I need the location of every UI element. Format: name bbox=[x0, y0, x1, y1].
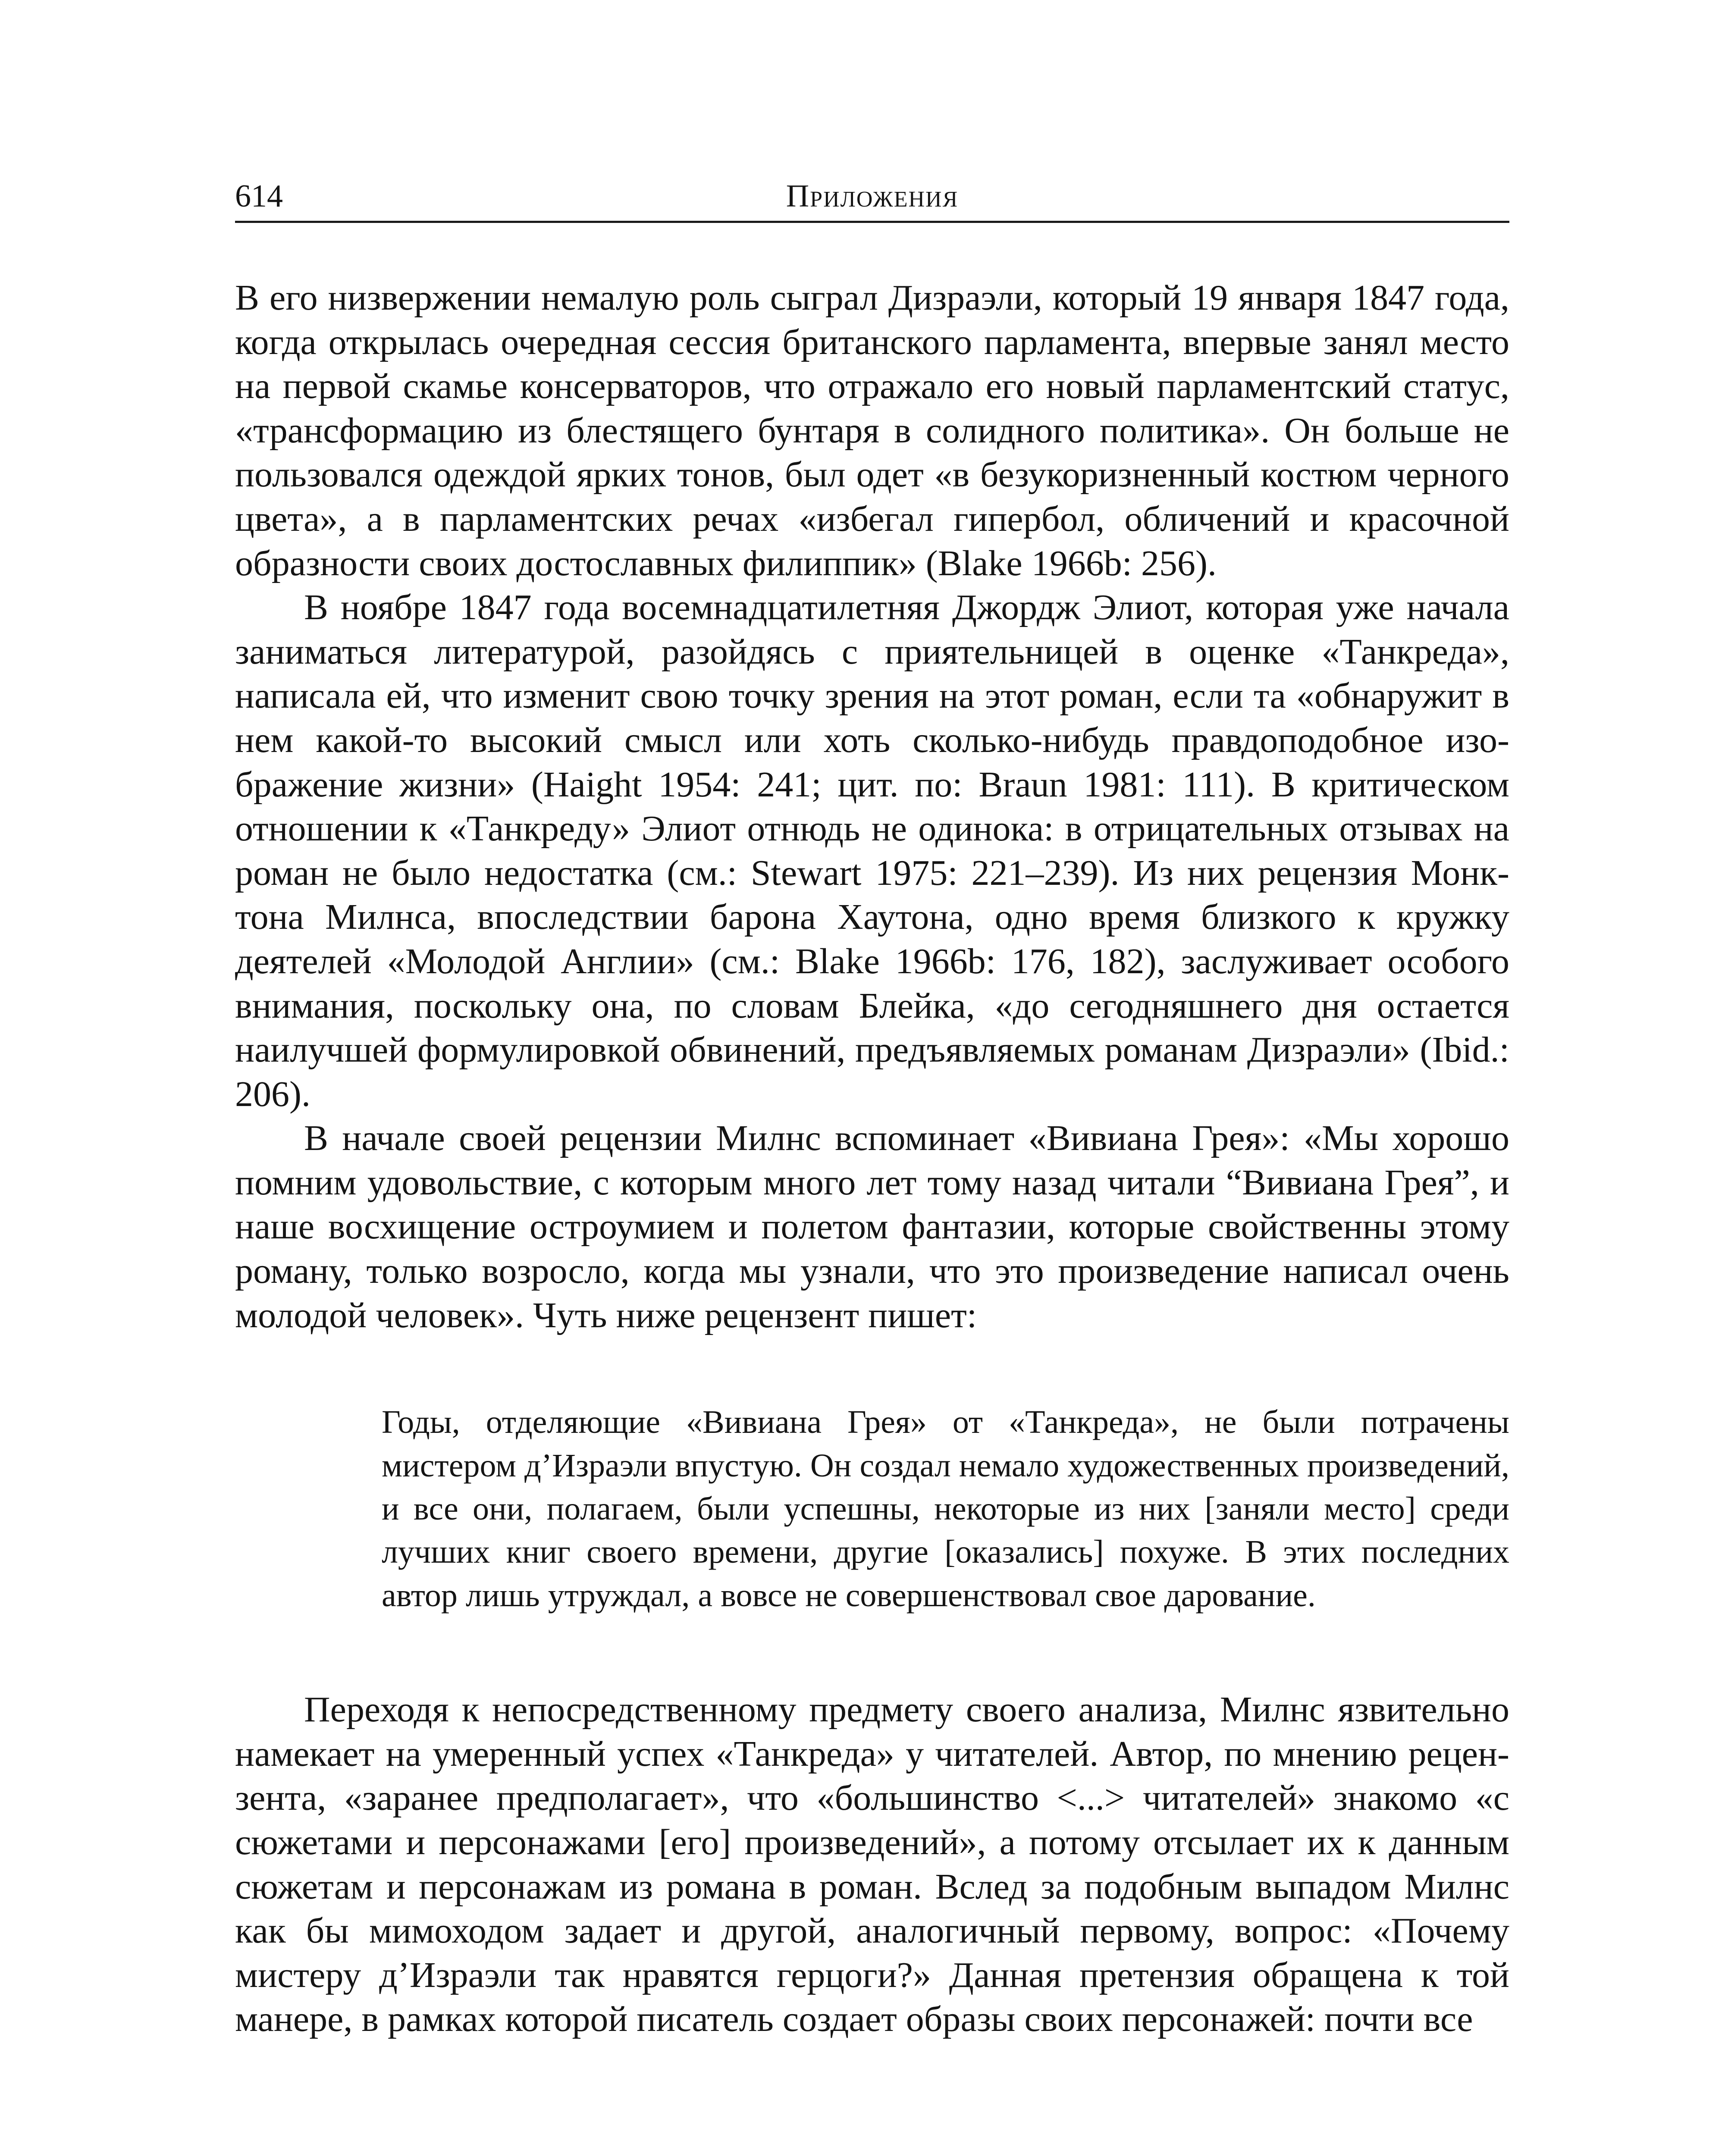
block-quote: Годы, отделяющие «Вивиана Грея» от «Танкреда», не были потрачены мистером д’Израэли впустую. Он создал немало художественных произведений, и все они, полагаем, были успешны, некоторые из них [заняли место] среди лучших книг своего времени, другие [оказались] похуже. В этих последних автор лишь утруждал, а вовсе не совершенствовал свое дарование. bbox=[382, 1404, 1509, 1614]
paragraph-1: В его низвержении немалую роль сыграл Дизраэли, который 19 января 1847 года, когда открылась очередная сессия британского парламента, впервые занял место на первой скамье консерваторов, что отражало его новый парламентский статус, «трансформацию из блестящего бунтаря в солидного политика». Он больше не пользовался одеждой ярких тонов, был одет «в безукоризненный костюм черного цвета», а в парламентских речах «избегал гипербол, обличений и красочной образности своих достославных филиппик» (Blake 1966b: 256). bbox=[235, 278, 1509, 583]
paragraph-3: В начале своей рецензии Милнс вспоминает «Вивиана Грея»: «Мы хорошо помним удовольствие, с которым много лет тому назад читали “Вивиана Грея”, и наше восхищение остроумием и полетом фантазии, которые свойственны этому роману, только возросло, когда мы узнали, что это произведение написал очень молодой человек». Чуть ниже рецензент пишет: bbox=[235, 1118, 1509, 1335]
section-title: Приложения bbox=[786, 179, 959, 214]
main-text bbox=[235, 276, 1509, 2042]
paragraph-2: В ноябре 1847 года восемнадцатилетняя Джордж Элиот, которая уже начала заниматься литературой, разойдясь с приятельницей в оценке «Танкреда», написала ей, что изменит свою точку зрения на этот роман, если та «обнаружит в нем какой-то высокий смысл или хоть сколько-нибудь правдоподобное изображение жизни» (Haight 1954: 241; цит. по: Braun 1981: 111). В критическом отношении к «Танкреду» Элиот отнюдь не одинока: в отрицательных отзывах на роман не было недостатка (см.: Stewart 1975: 221–239). Из них рецензия Монктона Милнса, впоследствии барона Хаутона, одно время близкого к кружку деятелей «Молодой Англии» (см.: Blake 1966b: 176, 182), заслуживает особого внимания, поскольку она, по словам Блейка, «до сегодняшнего дня остается наилучшей формулировкой обвинений, предъявляемых романам Дизраэли» (Ibid.: 206). bbox=[235, 587, 1509, 1114]
paragraph-4: Переходя к непосредственному предмету своего анализа, Милнс язвительно намекает на умеренный успех «Танкреда» у читателей. Автор, по мнению рецензента, «заранее предполагает», что «большинство <...> читателей» знакомо «с сюжетами и персонажами [его] произведений», а потому отсылает их к данным сюжетам и персонажам из романа в роман. Вслед за подобным выпадом Милнс как бы мимоходом задает и другой, аналогичный первому, вопрос: «Почему мистеру д’Израэли так нравятся герцоги?» Данная претензия обращена к той манере, в рамках которой писатель создает образы своих персонажей: почти все bbox=[235, 1689, 1509, 2040]
running-head bbox=[235, 169, 1509, 223]
page-number: 614 bbox=[235, 179, 283, 214]
